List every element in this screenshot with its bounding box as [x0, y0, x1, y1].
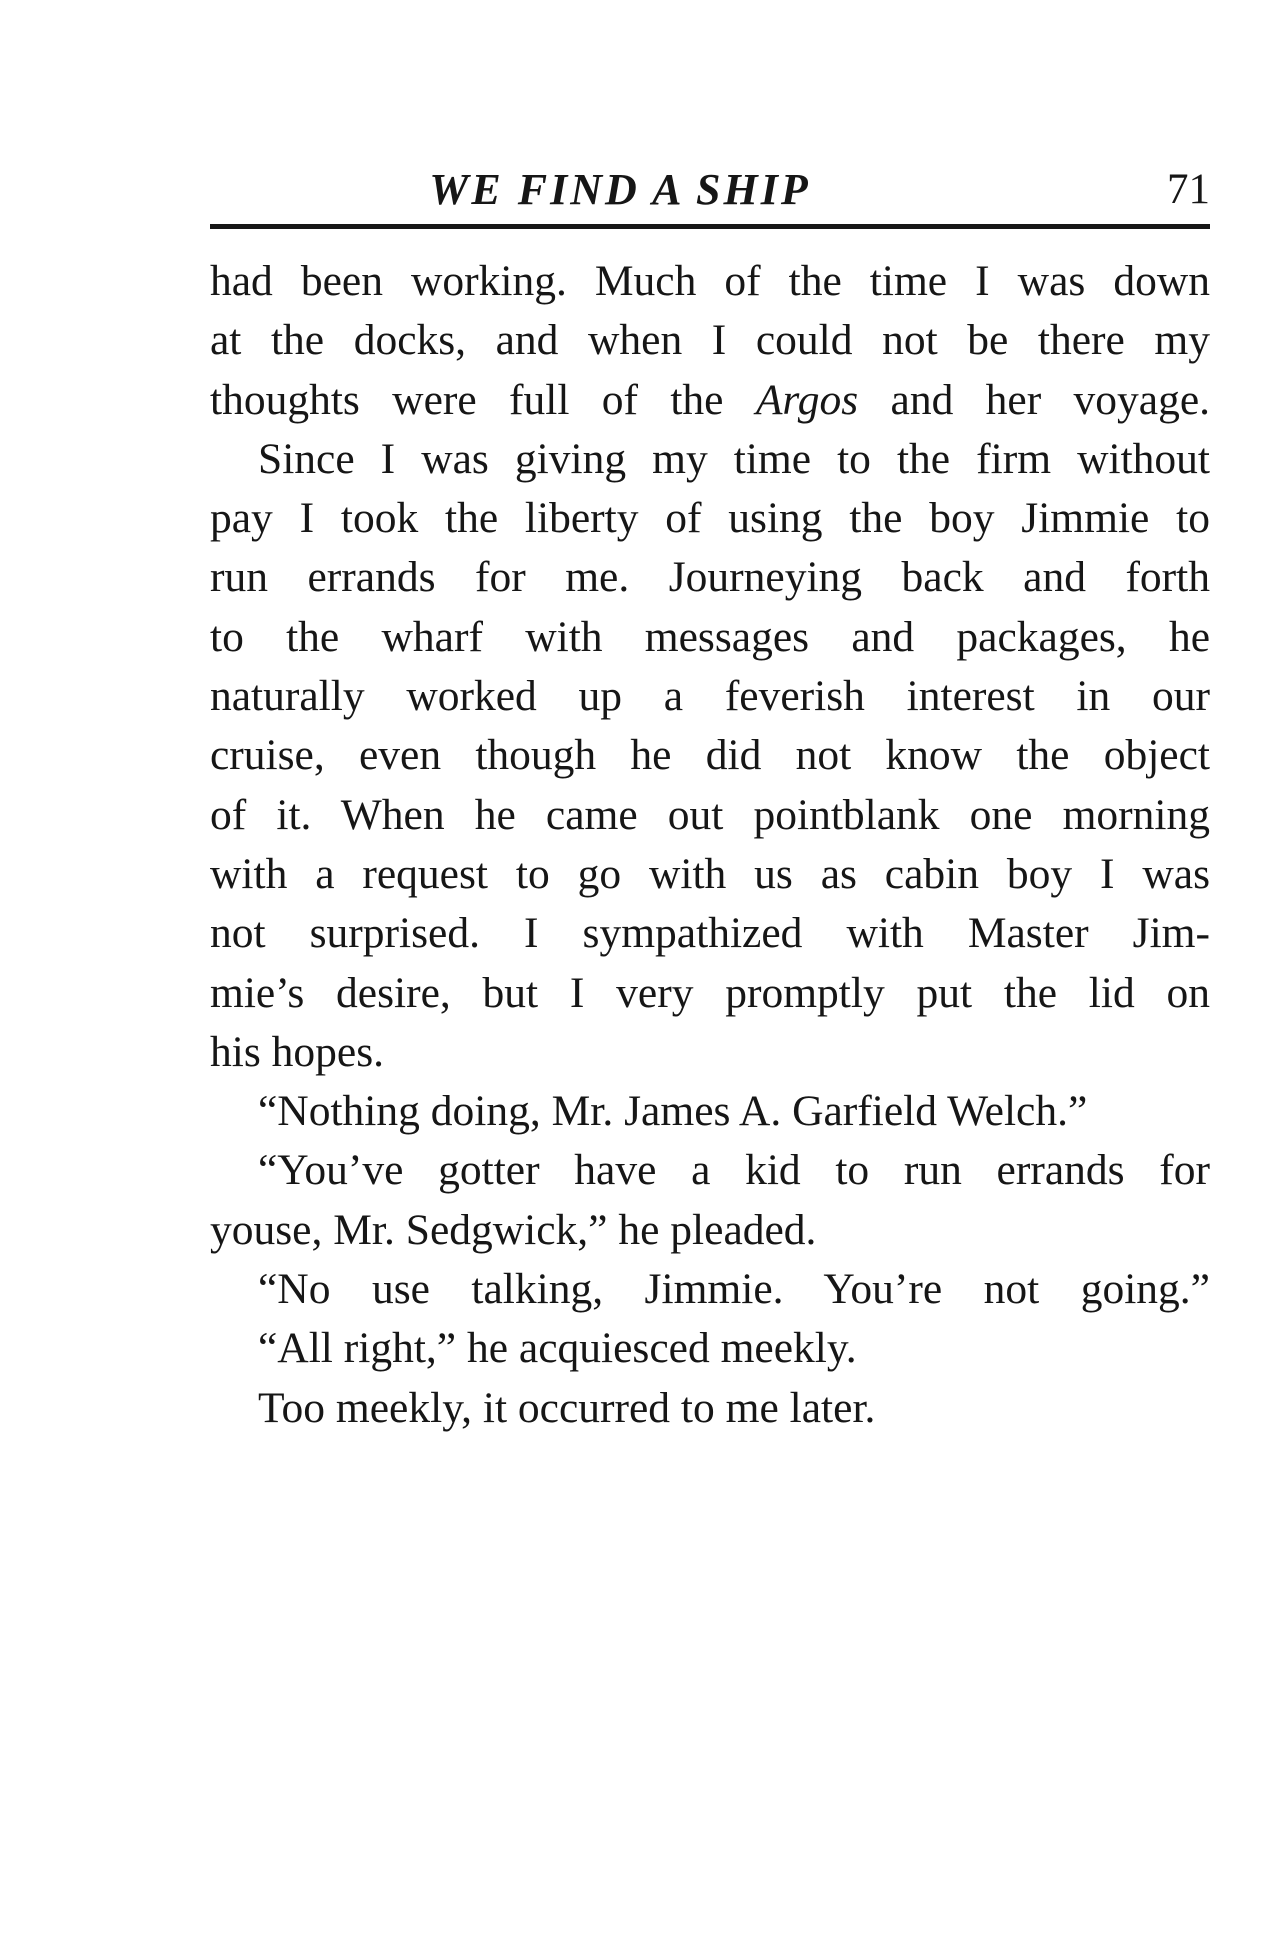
text-line: at the docks, and when I could not be there my	[210, 316, 1210, 365]
body-text	[210, 252, 1210, 1438]
text-line: not surprised. I sympathized with Master Jim-	[210, 909, 1210, 958]
running-head	[210, 160, 1210, 220]
ship-name-italic: Argos	[755, 375, 859, 424]
text-line: had been working. Much of the time I was down	[210, 257, 1210, 305]
page-number: 71	[1167, 166, 1210, 213]
text-line	[210, 371, 1210, 430]
text-line: “All right,” he acquiesced meekly.	[258, 1324, 857, 1373]
text-line: youse, Mr. Sedgwick,” he pleaded.	[210, 1205, 817, 1254]
header-rule	[210, 224, 1210, 229]
chapter-title: WE FIND A SHIP	[429, 165, 811, 214]
text-line: cruise, even though he did not know the object	[210, 731, 1210, 780]
text-line: “Nothing doing, Mr. James A. Garfield Welch.”	[258, 1087, 1088, 1136]
text-line: with a request to go with us as cabin boy I was	[210, 849, 1210, 898]
text-line: “You’ve gotter have a kid to run errands for	[258, 1146, 1210, 1195]
text-line: Too meekly, it occurred to me later.	[258, 1383, 876, 1432]
text-line: run errands for me. Journeying back and forth	[210, 553, 1210, 602]
text-line: pay I took the liberty of using the boy Jimmie to	[210, 494, 1210, 543]
text-line: Since I was giving my time to the firm without	[258, 434, 1210, 483]
text-line: naturally worked up a feverish interest in our	[210, 672, 1210, 721]
text-line: mie’s desire, but I very promptly put the lid on	[210, 968, 1210, 1017]
text-segment: and her voyage.	[890, 375, 1210, 424]
text-line: his hopes.	[210, 1027, 384, 1076]
text-line: to the wharf with messages and packages, he	[210, 612, 1210, 661]
text-line: of it. When he came out pointblank one morning	[210, 790, 1210, 839]
text-line: “No use talking, Jimmie. You’re not going.”	[258, 1265, 1210, 1314]
text-segment: thoughts were full of the	[210, 375, 724, 424]
